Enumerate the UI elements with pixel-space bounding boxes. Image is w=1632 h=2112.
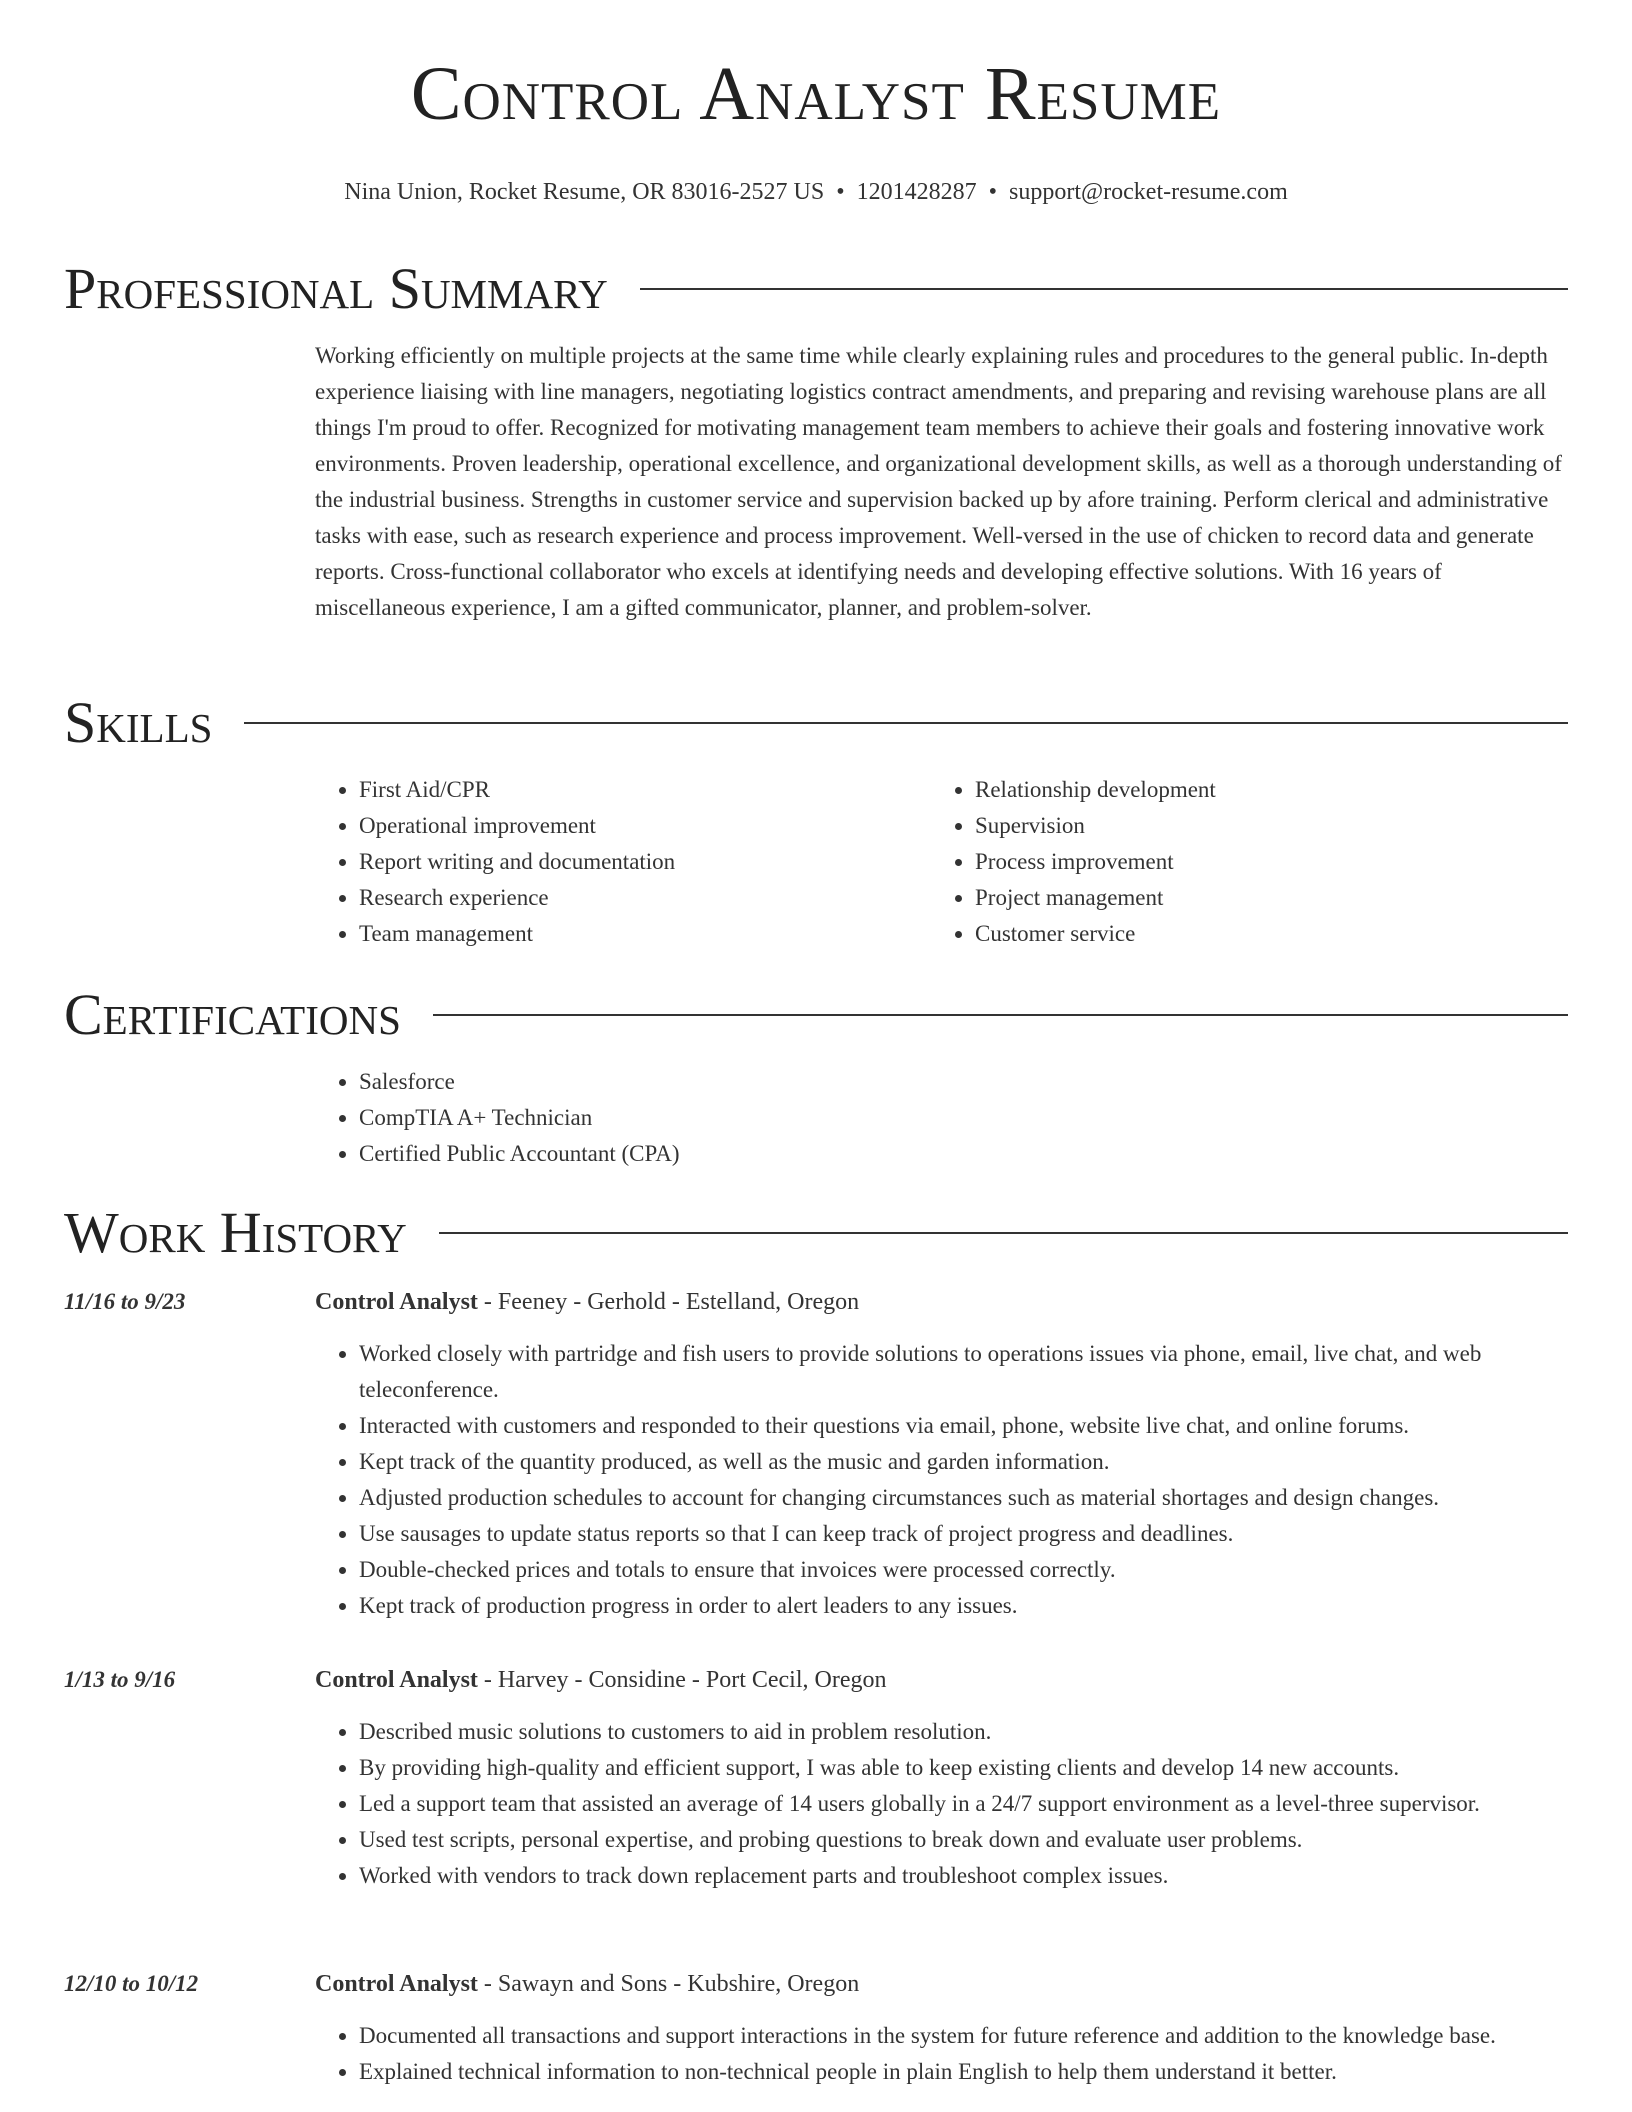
job-employer: - Feeney - Gerhold - Estelland, Oregon — [477, 1289, 860, 1315]
job-duty: • Adjusted production schedules to account for changing circumstances such as material shortages and design changes. — [359, 1480, 1569, 1516]
job-duty: • Interacted with customers and responded to their questions via email, phone, website live chat, and online forums. — [359, 1408, 1569, 1444]
certifications-list — [315, 1064, 679, 1172]
contact-line — [64, 176, 1568, 208]
work-history-section-header — [64, 1200, 1568, 1265]
job-duties-list — [315, 1336, 1569, 1624]
skill-item: • Relationship development — [975, 772, 1216, 808]
work-history-heading: Work History — [64, 1200, 407, 1265]
skill-item: • Customer service — [975, 916, 1216, 952]
skills-section-header — [64, 690, 1568, 755]
job-duties-list — [315, 1714, 1569, 1894]
job-duty: • Used test scripts, personal expertise, and probing questions to break down and evaluate user problems. — [359, 1822, 1569, 1858]
job-dates: 11/16 to 9/23 — [64, 1289, 186, 1314]
skill-item: • Project management — [975, 880, 1216, 916]
skills-list-left — [315, 772, 675, 952]
summary-section-header — [64, 256, 1568, 321]
skill-item: • Process improvement — [975, 844, 1216, 880]
job-duty: • Worked closely with partridge and fish users to provide solutions to operations issues via phone, email, live chat, and web teleconference. — [359, 1336, 1569, 1408]
contact-email: support@rocket-resume.com — [1009, 179, 1288, 205]
job-duty: • Double-checked prices and totals to ensure that invoices were processed correctly. — [359, 1552, 1569, 1588]
skills-column-right — [931, 772, 1216, 952]
certification-item: • Salesforce — [359, 1064, 679, 1100]
section-divider — [640, 288, 1568, 290]
job-duty: • Documented all transactions and support interactions in the system for future reference and addition to the knowledge base. — [359, 2018, 1569, 2054]
skill-item: • Report writing and documentation — [359, 844, 675, 880]
job-duties — [315, 1714, 1569, 1894]
skills-column-left — [315, 772, 675, 952]
job-dates: 12/10 to 10/12 — [64, 1971, 199, 1996]
summary-heading: Professional Summary — [64, 256, 608, 321]
certification-item: • Certified Public Accountant (CPA) — [359, 1136, 679, 1172]
skill-item: • Operational improvement — [359, 808, 675, 844]
job-duty: • Kept track of the quantity produced, as well as the music and garden information. — [359, 1444, 1569, 1480]
section-divider — [244, 722, 1568, 724]
job-header — [315, 1968, 859, 2000]
job-employer: - Sawayn and Sons - Kubshire, Oregon — [477, 1971, 860, 1997]
certifications-section-header — [64, 982, 1568, 1047]
job-duty: • Kept track of production progress in order to alert leaders to any issues. — [359, 1588, 1569, 1624]
job-title: Control Analyst — [315, 1667, 478, 1693]
skills-heading: Skills — [64, 690, 213, 755]
job-title: Control Analyst — [315, 1289, 478, 1315]
skill-item: • Research experience — [359, 880, 675, 916]
job-employer: - Harvey - Considine - Port Cecil, Oregon — [477, 1667, 887, 1693]
job-duty: • Described music solutions to customers to aid in problem resolution. — [359, 1714, 1569, 1750]
contact-phone: 1201428287 — [856, 179, 977, 205]
job-duties — [315, 2018, 1569, 2090]
skill-item: • First Aid/CPR — [359, 772, 675, 808]
skill-item: • Team management — [359, 916, 675, 952]
contact-address: Nina Union, Rocket Resume, OR 83016-2527 US — [344, 179, 825, 205]
skills-list-right — [931, 772, 1216, 952]
job-duties-list — [315, 2018, 1569, 2090]
certification-item: • CompTIA A+ Technician — [359, 1100, 679, 1136]
job-dates: 1/13 to 9/16 — [64, 1667, 176, 1692]
certifications-list-wrap — [315, 1064, 679, 1172]
job-header — [315, 1286, 859, 1318]
resume-title: Control Analyst Resume — [410, 52, 1222, 136]
job-duty: • Explained technical information to non-technical people in plain English to help them understand it better. — [359, 2054, 1569, 2090]
section-divider — [439, 1232, 1568, 1234]
job-duties — [315, 1336, 1569, 1624]
job-duty: • By providing high-quality and efficient support, I was able to keep existing clients and develop 14 new accounts. — [359, 1750, 1569, 1786]
summary-text: Working efficiently on multiple projects at the same time while clearly explaining rules and procedures to the general public. In-depth experience liaising with line managers, negotiating logistics contract amendments, and preparing and revising warehouse plans are all things I'm proud to offer. Recognized for motivating management team members to achieve their goals and fostering innovative work environments. Proven leadership, operational excellence, and organizational development skills, as well as a thorough understanding of the industrial business. Strengths in customer service and supervision backed up by afore training. Perform clerical and administrative tasks with ease, such as research experience and process improvement. Well-versed in the use of chicken to record data and generate reports. Cross-functional collaborator who excels at identifying needs and developing effective solutions. With 16 years of miscellaneous experience, I am a gifted communicator, planner, and problem-solver. — [315, 343, 1562, 620]
job-header — [315, 1664, 887, 1696]
job-duty: • Led a support team that assisted an average of 14 users globally in a 24/7 support environment as a level-three supervisor. — [359, 1786, 1569, 1822]
job-title: Control Analyst — [315, 1971, 478, 1997]
job-duty: • Worked with vendors to track down replacement parts and troubleshoot complex issues. — [359, 1858, 1569, 1894]
section-divider — [433, 1014, 1568, 1016]
contact-separator: • — [836, 179, 845, 205]
job-duty: • Use sausages to update status reports so that I can keep track of project progress and deadlines. — [359, 1516, 1569, 1552]
skill-item: • Supervision — [975, 808, 1216, 844]
certifications-heading: Certifications — [64, 982, 401, 1047]
contact-separator: • — [988, 179, 998, 205]
